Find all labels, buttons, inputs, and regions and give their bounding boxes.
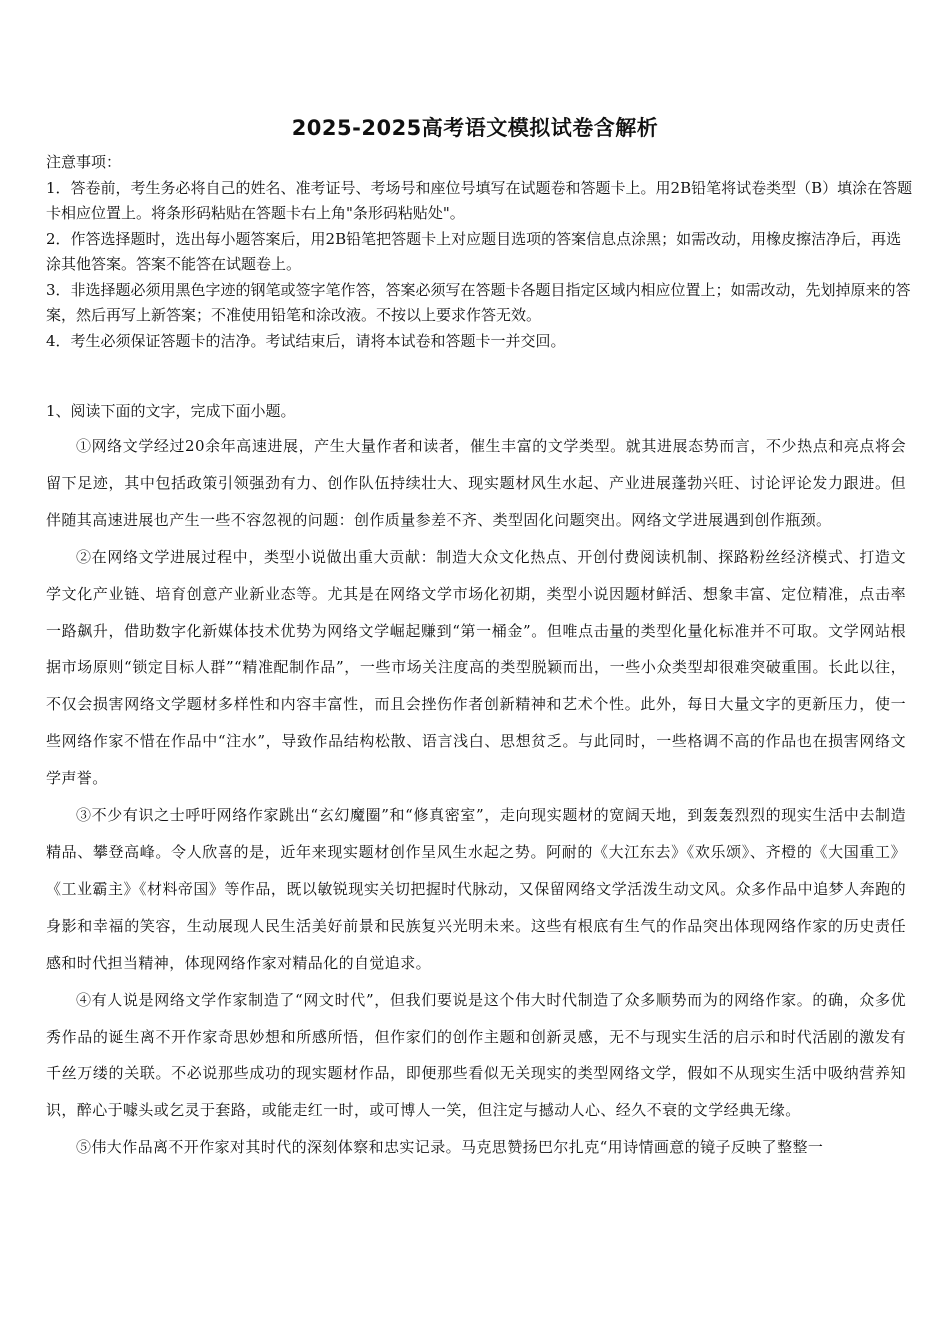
passage-paragraph: ④有人说是网络文学作家制造了“网文时代”，但我们要说是这个伟大时代制造了众多顺势而为的网络作家。的确，众多优秀作品的诞生离不开作家奇思妙想和所感所悟，但作家们的创作主题和创新灵感，无不与现实生活的启示和时代活剧的激发有千丝万缕的关联。不必说那些成功的现实题材作品，即便那些看似无关现实的类型网络文学，假如不从现实生活中吸纳营养知识，醉心于噱头或乞灵于套路，或能走红一时，或可博人一笑，但注定与撼动人心、经久不衰的文学经典无缘。 (46, 990, 906, 1120)
notice-section (46, 150, 916, 354)
page-title: 2025-2025高考语文模拟试卷含解析 (291, 116, 659, 140)
passage-paragraph: ①网络文学经过20余年高速进展，产生大量作者和读者，催生丰富的文学类型。就其进展态势而言，不少热点和亮点将会留下足迹，其中包括政策引领强劲有力、创作队伍持续壮大、现实题材风生水起、产业进展蓬勃兴旺、讨论评论发力跟进。但伴随其高速进展也产生一些不容忽视的问题：创作质量参差不齐、类型固化问题突出。网络文学进展遇到创作瓶颈。 (46, 437, 906, 529)
notice-item: 3．非选择题必须用黑色字迹的钢笔或签字笔作答，答案必须写在答题卡各题目指定区域内相应位置上；如需改动，先划掉原来的答案，然后再写上新答案；不准使用铅笔和涂改液。不按以上要求作答无效。 (46, 280, 911, 324)
notice-item: 4．考生必须保证答题卡的洁净。考试结束后，请将本试卷和答题卡一并交回。 (46, 331, 566, 350)
passage-paragraph: ③不少有识之士呼吁网络作家跳出“玄幻魔圈”和“修真密室”，走向现实题材的宽阔天地，到轰轰烈烈的现实生活中去制造精品、攀登高峰。令人欣喜的是，近年来现实题材创作呈风生水起之势。阿耐的《大江东去》《欢乐颂》、齐橙的《大国重工》《工业霸主》《材料帝国》等作品，既以敏锐现实关切把握时代脉动，又保留网络文学活泼生动文风。众多作品中追梦人奔跑的身影和幸福的笑容，生动展现人民生活美好前景和民族复兴光明未来。这些有根底有生气的作品突出体现网络作家的历史责任感和时代担当精神，体现网络作家对精品化的自觉追求。 (46, 806, 906, 972)
notice-item: 1．答卷前，考生务必将自己的姓名、准考证号、考场号和座位号填写在试题卷和答题卡上。用2B铅笔将试卷类型（B）填涂在答题卡相应位置上。将条形码粘贴在答题卡右上角"条形码粘贴处"。 (46, 178, 913, 222)
question-heading: 1、阅读下面的文字，完成下面小题。 (46, 402, 296, 420)
notice-item: 2．作答选择题时，选出每小题答案后，用2B铅笔把答题卡上对应题目选项的答案信息点涂黑；如需改动，用橡皮擦洁净后，再选涂其他答案。答案不能答在试题卷上。 (46, 229, 902, 273)
passage-paragraph: ②在网络文学进展过程中，类型小说做出重大贡献：制造大众文化热点、开创付费阅读机制、探路粉丝经济模式、打造文学文化产业链、培育创意产业新业态等。尤其是在网络文学市场化初期，类型小说因题材鲜活、想象丰富、定位精准，点击率一路飙升，借助数字化新媒体技术优势为网络文学崛起赚到“第一桶金”。但唯点击量的类型化量化标准并不可取。文学网站根据市场原则“锁定目标人群”“精准配制作品”，一些市场关注度高的类型脱颖而出，一些小众类型却很难突破重围。长此以往，不仅会损害网络文学题材多样性和内容丰富性，而且会挫伤作者创新精神和艺术个性。此外，每日大量文字的更新压力，使一些网络作家不惜在作品中“注水”，导致作品结构松散、语言浅白、思想贫乏。与此同时，一些格调不高的作品也在损害网络文学声誉。 (46, 547, 906, 788)
notice-heading: 注意事项： (46, 153, 122, 171)
reading-passage (46, 428, 906, 1166)
passage-paragraph: ⑤伟大作品离不开作家对其时代的深刻体察和忠实记录。马克思赞扬巴尔扎克“用诗情画意的镜子反映了整整一 (76, 1138, 824, 1157)
